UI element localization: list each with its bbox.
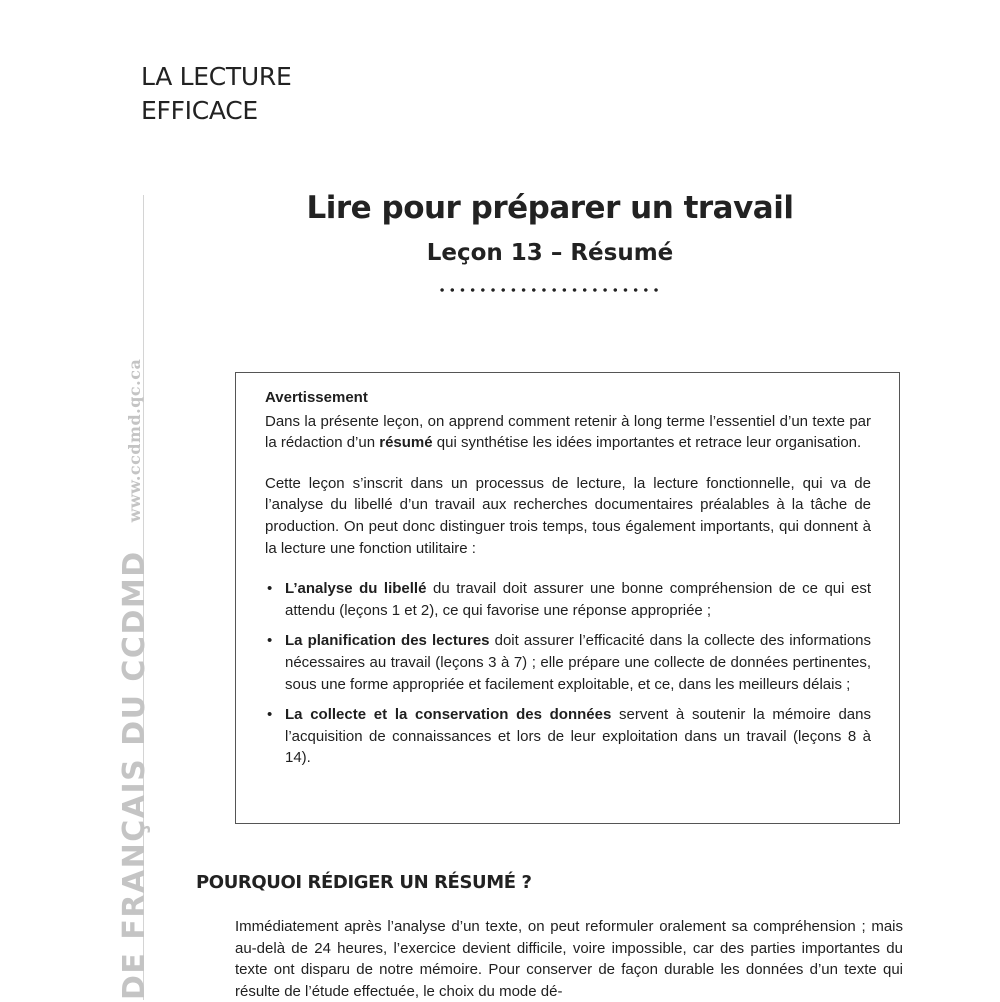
bullet-bold: L’analyse du libellé bbox=[285, 580, 427, 598]
collection-title-line1: LA LECTURE bbox=[141, 62, 292, 91]
publisher-name: DE FRANÇAIS DU CCDMD bbox=[116, 550, 152, 1000]
collection-title bbox=[141, 60, 291, 128]
bullet-text: doit assurer l’efficacité dans la collecte des informations nécessaires au travail (leçons 3 à 7) ; elle prépare une collecte de données pertinentes, sous une forme appropriée et facilement exploitable, et ce, dans les meilleurs délais ; bbox=[285, 632, 872, 693]
bullet-bold: La planification des lectures bbox=[285, 632, 490, 650]
section-paragraph: Immédiatement après l’analyse d’un texte, on peut reformuler oralement sa compréhension ; mais au-delà de 24 heures, l’exercice devient difficile, voire impossible, car des parties importantes du texte ont disparu de notre mémoire. Pour conserver de façon durable les données d’un texte qui résulte de l’étude effectuée, le choix du mode dé- bbox=[235, 918, 903, 1000]
warning-paragraph-1 bbox=[265, 411, 871, 454]
warning-p1-end: qui synthétise les idées importantes et retrace leur organisation. bbox=[432, 434, 862, 452]
warning-box bbox=[235, 372, 900, 824]
sidebar-vertical-text bbox=[108, 0, 160, 1000]
publisher-website: www.ccdmd.qc.ca bbox=[124, 358, 144, 523]
warning-paragraph-2: Cette leçon s’inscrit dans un processus de lecture, la lecture fonctionnelle, qui va de l’analyse du libellé d’un travail aux recherches documentaires préalables à la tâche de production. On peut donc distinguer trois temps, tous également importants, qui donnent à la lecture une fonction utilitaire : bbox=[265, 474, 871, 557]
bullet-text: du travail doit assurer une bonne compréhension de ce qui est attendu (leçons 1 et 2), ce qui favorise une réponse appropriée ; bbox=[285, 580, 871, 619]
lesson-subtitle: Leçon 13 – Résumé bbox=[426, 240, 674, 266]
bullet-bold: La collecte et la conservation des données bbox=[285, 706, 612, 724]
warning-heading: Avertissement bbox=[265, 389, 368, 406]
bullet-item bbox=[265, 578, 871, 621]
page-title: Lire pour préparer un travail bbox=[306, 190, 794, 226]
dotted-divider bbox=[437, 287, 661, 293]
bullet-text: servent à soutenir la mémoire dans l’acquisition de connaissances et lors de leur exploitation dans un travail (leçons 8 à 14). bbox=[285, 706, 871, 767]
bullet-item bbox=[265, 704, 871, 769]
collection-title-line2: EFFICACE bbox=[141, 96, 258, 125]
section-heading: POURQUOI RÉDIGER UN RÉSUMÉ ? bbox=[196, 872, 532, 893]
warning-p1-keyword: résumé bbox=[379, 434, 433, 452]
warning-p1-start: Dans la présente leçon, on apprend comment retenir à long terme l’essentiel d’un texte par la rédaction d’un bbox=[265, 412, 871, 452]
bullet-item bbox=[265, 630, 871, 695]
warning-bullet-list bbox=[265, 578, 871, 769]
